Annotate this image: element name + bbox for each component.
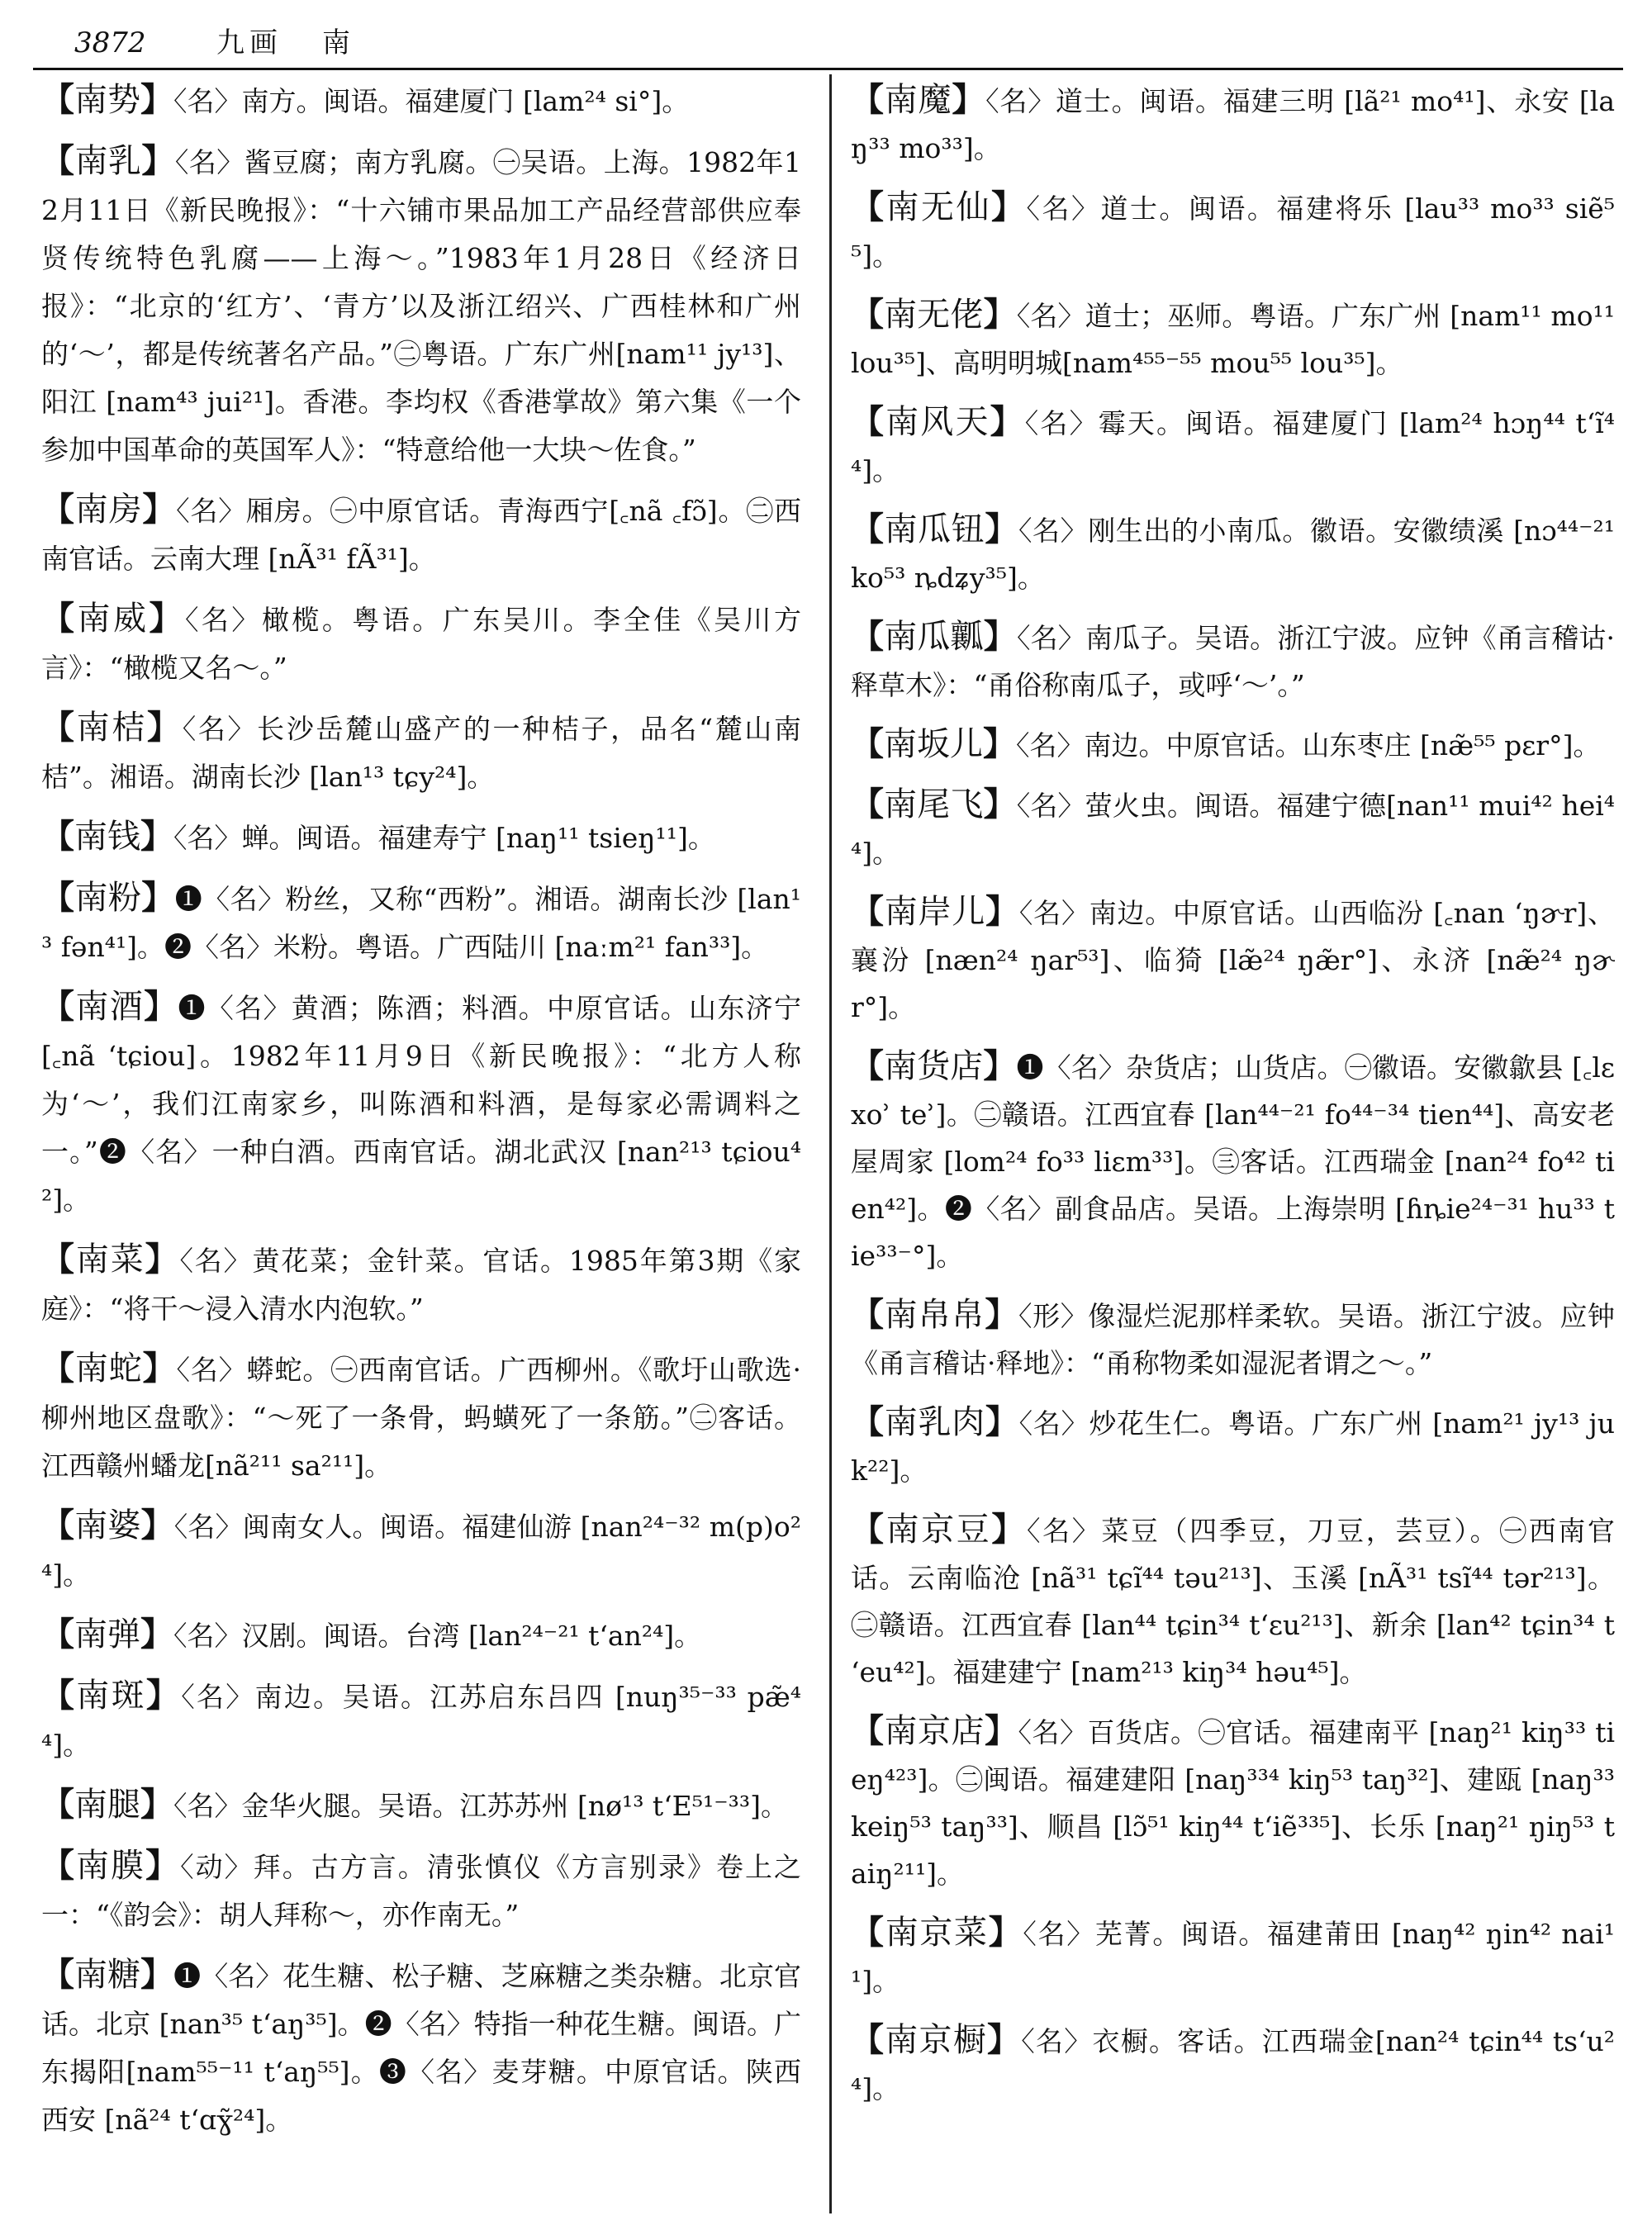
entry-headword: 【南斑】 (41, 1676, 182, 1715)
dictionary-entry (41, 1236, 801, 1333)
entry-definition: 〈名〉长沙岳麓山盛产的一种桔子，品名“麓山南桔”。湘语。湖南长沙 [lan¹³ tɕy²⁴]。 (41, 713, 801, 793)
entry-headword: 【南京橱】 (851, 2020, 1022, 2059)
entry-headword: 【南京豆】 (851, 1510, 1028, 1549)
dictionary-entry (851, 76, 1615, 172)
dictionary-entry (851, 183, 1615, 279)
entry-headword: 【南京店】 (851, 1711, 1018, 1750)
dictionary-entry (41, 76, 801, 126)
entry-headword: 【南桔】 (41, 708, 183, 747)
entry-definition: 〈形〉像湿烂泥那样柔软。吴语。浙江宁波。应钟《甬言稽诂·释地》：“甬称物柔如湿泥者谓之～。” (851, 1300, 1615, 1379)
entry-definition: 〈名〉南瓜子。吴语。浙江宁波。应钟《甬言稽诂·释草木》：“甬俗称南瓜子，或呼‘～’。” (851, 622, 1615, 701)
entry-headword: 【南坂儿】 (851, 724, 1016, 763)
dictionary-entry (41, 1502, 801, 1599)
entry-headword: 【南酒】 (41, 987, 178, 1026)
dictionary-entry (851, 888, 1615, 1031)
entry-headword: 【南乳肉】 (851, 1402, 1019, 1441)
entry-definition: 〈名〉蟒蛇。㊀西南官话。广西柳州。《歌圩山歌选·柳州地区盘歌》：“～死了一条骨，蚂蟥死了一条筋。”㊁客话。江西赣州蟠龙[nã²¹¹ sa²¹¹]。 (41, 1354, 801, 1482)
entry-headword: 【南蛇】 (41, 1349, 177, 1388)
entry-definition: ❶〈名〉花生糖、松子糖、芝麻糖之类杂糖。北京官话。北京 [nan³⁵ tʻaŋ³⁵]。❷〈名〉特指一种花生糖。闽语。广东揭阳[nam⁵⁵⁻¹¹ tʻaŋ⁵⁵]。❸〈名〉麦芽糖。中原官话。陕西西安 [nã²⁴ tʻɑɣ̃²⁴]。 (41, 1960, 801, 2136)
dictionary-entry (41, 1781, 801, 1830)
dictionary-entry (851, 1909, 1615, 2005)
dictionary-entry (41, 1345, 801, 1490)
entry-definition: ❶〈名〉黄酒；陈酒；料酒。中原官话。山东济宁 [꜀nã ʻtɕiou]。1982年11月9日《新民晚报》：“北方人称为‘～’，我们江南家乡，叫陈酒和料酒，是每家必需调料之一。”❷〈名〉一种白酒。西南官话。湖北武汉 [nan²¹³ tɕiou⁴²]。 (41, 992, 801, 1216)
dictionary-entry (41, 704, 801, 801)
entry-headword: 【南魔】 (851, 80, 986, 119)
entry-definition: ❶〈名〉杂货店；山货店。㊀徽语。安徽歙县 [꜀lɛ xoʾ teʾ]。㊁赣语。江西宜春 [lan⁴⁴⁻²¹ fo⁴⁴⁻³⁴ tien⁴⁴]、高安老屋周家 [lom²⁴ fo³³ liɛm³³]。㊂客话。江西瑞金 [nan²⁴ fo⁴² tien⁴²]。❷〈名〉副食品店。吴语。上海崇明 [ɦȵie²⁴⁻³¹ hu³³ tie³³⁻°]。 (851, 1051, 1615, 1272)
entry-headword: 【南钱】 (41, 817, 173, 856)
entry-headword: 【南婆】 (41, 1506, 174, 1544)
entry-definition: 〈名〉刚生出的小南瓜。徽语。安徽绩溪 [nɔ⁴⁴⁻²¹ ko⁵³ ȵdʑy³⁵]。 (851, 515, 1615, 594)
entry-definition: 〈名〉衣橱。客话。江西瑞金[nan²⁴ tɕin⁴⁴ tsʻu²⁴]。 (851, 2025, 1615, 2104)
entry-headword: 【南膜】 (41, 1846, 181, 1885)
entry-headword: 【南京菜】 (851, 1913, 1023, 1952)
dictionary-entry (41, 1672, 801, 1769)
entry-headword: 【南乳】 (41, 141, 175, 180)
entry-definition: 〈名〉南边。吴语。江苏启东吕四 [nuŋ³⁵⁻³³ pæ̃⁴⁴]。 (41, 1681, 801, 1761)
entry-headword: 【南菜】 (41, 1240, 180, 1279)
entry-definition: 〈名〉炒花生仁。粤语。广东广州 [nam²¹ jy¹³ juk²²]。 (851, 1407, 1615, 1487)
entry-definition: 〈名〉厢房。㊀中原官话。青海西宁[꜀nã ꜀fɔ̃]。㊁西南官话。云南大理 [nÃ³¹ fÃ³¹]。 (41, 495, 801, 575)
dictionary-entry (851, 398, 1615, 494)
dictionary-entry (41, 486, 801, 583)
dictionary-entry (41, 874, 801, 971)
dictionary-entry (851, 1506, 1615, 1696)
dictionary-entry (41, 1611, 801, 1660)
dictionary-entry (851, 613, 1615, 709)
entry-definition: 〈动〉拜。古方言。清张慎仪《方言别录》卷上之一：“《韵会》：胡人拜称～，亦作南无。” (41, 1851, 801, 1931)
dictionary-entry (851, 505, 1615, 601)
entry-definition: 〈名〉道士。闽语。福建将乐 [lau³³ mo³³ siẽ⁵⁵]。 (851, 192, 1615, 272)
entry-definition: 〈名〉橄榄。粤语。广东吴川。李全佳《吴川方言》：“橄榄又名～。” (41, 604, 801, 684)
entry-headword: 【南弹】 (41, 1615, 173, 1654)
chapter-label: 九画 (216, 26, 282, 59)
dictionary-entry (41, 983, 801, 1224)
dictionary-entry (851, 1398, 1615, 1494)
entry-definition: 〈名〉萤火虫。闽语。福建宁德[nan¹¹ mui⁴² hei⁴⁴]。 (851, 790, 1615, 869)
entry-definition: 〈名〉百货店。㊀官话。福建南平 [naŋ²¹ kiŋ³³ tieŋ⁴²³]。㊁闽语。福建建阳 [naŋ³³⁴ kiŋ⁵³ taŋ³²]、建瓯 [naŋ³³ keiŋ⁵³ taŋ³³]、顺昌 [lɔ̃⁵¹ kiŋ⁴⁴ tʻiẽ³³⁵]、长乐 [naŋ²¹ ŋiŋ⁵³ taiŋ²¹¹]。 (851, 1716, 1615, 1890)
dictionary-entry (851, 720, 1615, 769)
dictionary-entry (851, 291, 1615, 387)
dictionary-entry (851, 1291, 1615, 1387)
dictionary-entry (851, 2016, 1615, 2112)
dictionary-entry (41, 137, 801, 474)
entry-headword: 【南粉】 (41, 878, 175, 917)
dictionary-entry (851, 1707, 1615, 1897)
entry-headword: 【南瓜瓤】 (851, 617, 1017, 656)
entry-definition: 〈名〉道士；巫师。粤语。广东广州 [nam¹¹ mo¹¹ lou³⁵]、高明明城[nam⁴⁵⁵⁻⁵⁵ mou⁵⁵ lou³⁵]。 (851, 300, 1615, 379)
entry-definition: 〈名〉菜豆（四季豆，刀豆，芸豆）。㊀西南官话。云南临沧 [nã³¹ tɕĩ⁴⁴ təu²¹³]、玉溪 [nÃ³¹ tsĩ⁴⁴ tər²¹³]。㊁赣语。江西宜春 [lan⁴⁴ tɕin³⁴ tʻɛu²¹³]、新余 [lan⁴² tɕin³⁴ tʻeu⁴²]。福建建宁 [nam²¹³ kiŋ³⁴ həu⁴⁵]。 (851, 1515, 1615, 1688)
entry-headword: 【南尾飞】 (851, 785, 1017, 823)
dictionary-entry (851, 1042, 1615, 1279)
entry-definition: 〈名〉南边。中原官话。山东枣庄 [næ̃⁵⁵ pɛr°]。 (1016, 729, 1601, 762)
entry-headword: 【南房】 (41, 490, 177, 529)
entry-definition: ❶〈名〉粉丝，又称“西粉”。湘语。湖南长沙 [lan¹³ fən⁴¹]。❷〈名〉米粉。粤语。广西陆川 [naːm²¹ fan³³]。 (41, 883, 801, 963)
entry-definition: 〈名〉蝉。闽语。福建寿宁 [naŋ¹¹ tsieŋ¹¹]。 (173, 822, 715, 854)
entry-definition: 〈名〉金华火腿。吴语。江苏苏州 [nø¹³ tʻE⁵¹⁻³³]。 (173, 1790, 788, 1822)
entry-definition: 〈名〉酱豆腐；南方乳腐。㊀吴语。上海。1982年12月11日《新民晚报》：“十六铺市果品加工产品经营部供应奉贤传统特色乳腐——上海～。”1983年1月28日《经济日报》：“北京的‘红方’、‘青方’以及浙江绍兴、广西桂林和广州的‘～’，都是传统著名产品。”㊁粤语。广东广州[nam¹¹ jy¹³]、阳江 [nam⁴³ jui²¹]。香港。李均权《香港掌故》第六集《一个参加中国革命的英国军人》：“特意给他一大块～佐食。” (41, 146, 801, 466)
dictionary-entry (851, 780, 1615, 876)
entry-definition: 〈名〉南边。中原官话。山西临汾 [꜀nan ʻŋɚr]、襄汾 [næn²⁴ ŋar⁵³]、临猗 [læ̃²⁴ ŋæ̃r°]、永济 [næ̃²⁴ ŋɚr°]。 (851, 897, 1615, 1023)
entry-headword: 【南无仙】 (851, 187, 1027, 226)
entry-headword: 【南腿】 (41, 1785, 173, 1824)
entry-definition: 〈名〉汉剧。闽语。台湾 [lan²⁴⁻²¹ tʻan²⁴]。 (173, 1620, 702, 1652)
left-column (41, 76, 801, 2207)
entry-headword: 【南无佬】 (851, 295, 1017, 334)
entry-headword: 【南帛帛】 (851, 1295, 1019, 1334)
entry-headword: 【南货店】 (851, 1046, 1017, 1085)
entry-headword: 【南瓜钮】 (851, 510, 1018, 548)
entry-definition: 〈名〉道士。闽语。福建三明 [lã²¹ mo⁴¹]、永安 [laŋ³³ mo³³]。 (851, 85, 1615, 164)
entry-headword: 【南威】 (41, 599, 185, 638)
dictionary-entry (41, 1951, 801, 2144)
entry-headword: 【南风天】 (851, 402, 1025, 441)
page-header (33, 18, 1623, 70)
right-column (851, 76, 1615, 2207)
dictionary-entry (41, 595, 801, 692)
page-number: 3872 (74, 26, 146, 59)
entry-definition: 〈名〉闽南女人。闽语。福建仙游 [nan²⁴⁻³² m(p)o²⁴]。 (41, 1511, 801, 1591)
section-character: 南 (322, 26, 350, 59)
entry-definition: 〈名〉芜菁。闽语。福建莆田 [naŋ⁴² ŋin⁴² nai¹¹]。 (851, 1918, 1615, 1997)
column-divider (829, 74, 832, 2213)
entry-headword: 【南势】 (41, 80, 173, 119)
entry-headword: 【南糖】 (41, 1955, 174, 1994)
dictionary-entry (41, 813, 801, 862)
entry-headword: 【南岸儿】 (851, 892, 1019, 931)
entry-definition: 〈名〉南方。闽语。福建厦门 [lam²⁴ si°]。 (173, 85, 690, 117)
entry-definition: 〈名〉霉天。闽语。福建厦门 [lam²⁴ hɔŋ⁴⁴ tʻĩ⁴⁴]。 (851, 407, 1615, 486)
entry-definition: 〈名〉黄花菜；金针菜。官话。1985年第3期《家庭》：“将干～浸入清水内泡软。” (41, 1245, 801, 1325)
dictionary-entry (41, 1842, 801, 1939)
